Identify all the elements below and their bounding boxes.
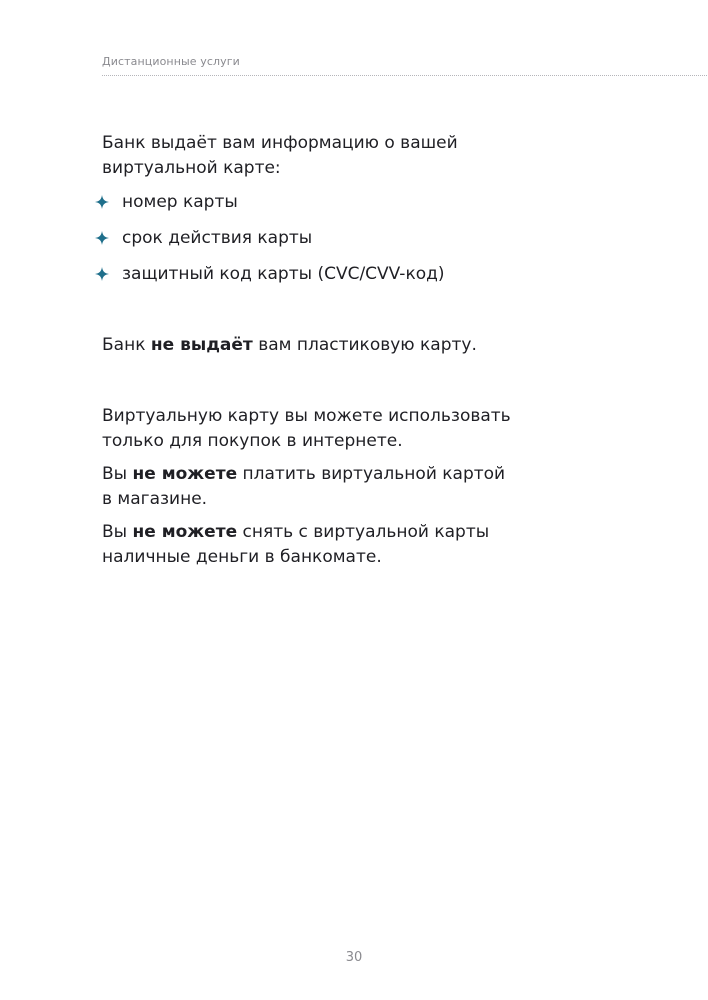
list-item-label: срок действия карты bbox=[122, 227, 313, 248]
atm-emphasis: не можете bbox=[132, 522, 238, 542]
page-number: 30 bbox=[345, 950, 363, 965]
shop-after: платить виртуальной картой bbox=[237, 464, 506, 484]
intro-line-2: виртуальной карте: bbox=[102, 158, 281, 178]
list-item bbox=[95, 189, 445, 214]
no-card-before: Банк bbox=[102, 335, 151, 355]
shop-emphasis: не можете bbox=[132, 464, 238, 484]
list-item bbox=[95, 225, 445, 250]
atm-before: Вы bbox=[102, 522, 133, 542]
no-card-emphasis: не выдаёт bbox=[150, 335, 253, 355]
four-point-star-icon bbox=[95, 195, 109, 209]
no-card-after: вам пластиковую карту. bbox=[252, 335, 477, 355]
shop-paragraph bbox=[102, 462, 505, 512]
intro-line-1: Банк выдаёт вам информацию о вашей bbox=[102, 133, 458, 153]
four-point-star-icon bbox=[95, 267, 109, 281]
list-item bbox=[95, 261, 445, 286]
atm-line-2: наличные деньги в банкомате. bbox=[102, 547, 382, 567]
list-item-label: защитный код карты (CVC/CVV-код) bbox=[122, 263, 445, 284]
atm-after: снять с виртуальной карты bbox=[237, 522, 490, 542]
no-plastic-card-paragraph bbox=[102, 333, 477, 358]
four-point-star-icon bbox=[95, 231, 109, 245]
card-info-list bbox=[95, 189, 445, 297]
intro-paragraph bbox=[102, 131, 458, 181]
usage-line-2: только для покупок в интернете. bbox=[102, 431, 403, 451]
shop-before: Вы bbox=[102, 464, 133, 484]
usage-line-1: Виртуальную карту вы можете использовать bbox=[102, 406, 511, 426]
shop-line-2: в магазине. bbox=[102, 489, 208, 509]
running-header: Дистанционные услуги bbox=[102, 55, 240, 68]
header-divider bbox=[102, 75, 707, 76]
list-item-label: номер карты bbox=[122, 191, 238, 212]
atm-paragraph bbox=[102, 520, 489, 570]
usage-paragraph bbox=[102, 404, 511, 454]
